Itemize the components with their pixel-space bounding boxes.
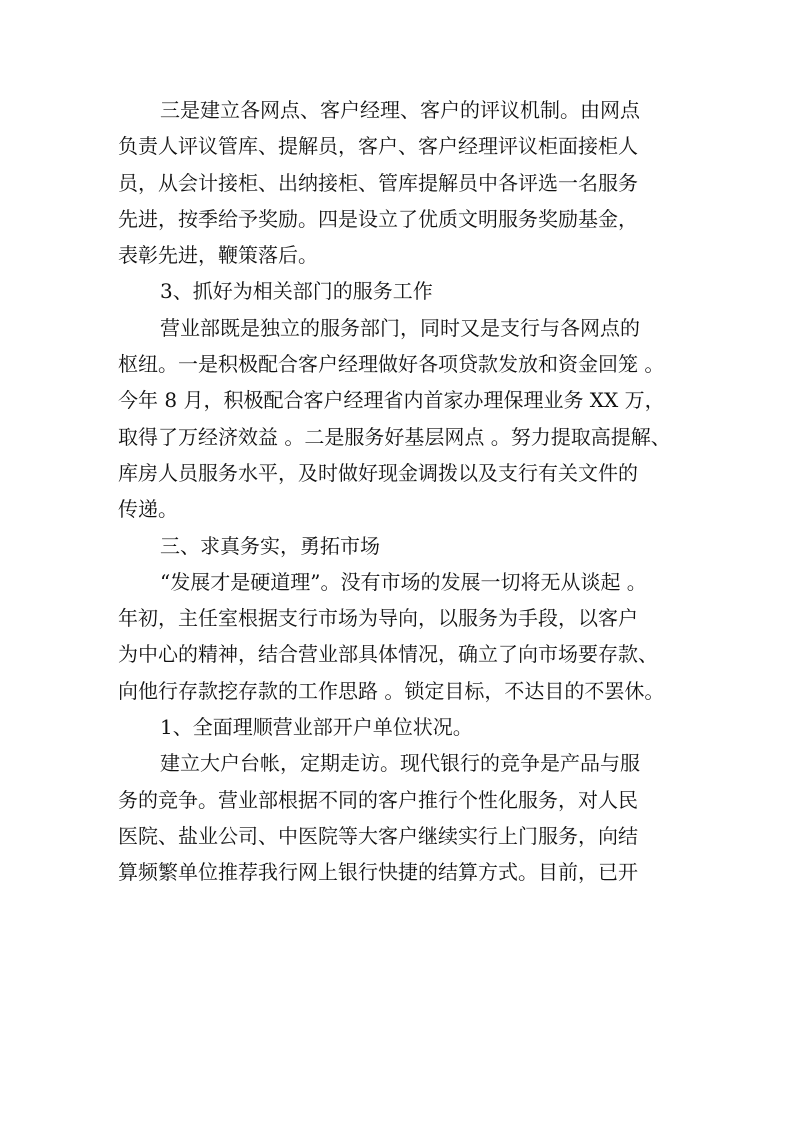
- text-line: 为中心的精神，结合营业部具体情况，确立了向市场要存款、: [118, 642, 658, 667]
- text-line: 传递。: [118, 497, 178, 522]
- text-line: 医院、盐业公司、中医院等大客户继续实行上门服务，向结: [118, 823, 638, 848]
- text-line: 三是建立各网点、客户经理、客户的评议机制。由网点: [160, 98, 640, 122]
- text-line: 算频繁单位推荐我行网上银行快捷的结算方式。目前，已开: [118, 860, 638, 885]
- text-line: “发展才是硬道理”。没有市场的发展一切将无从谈起 。: [160, 569, 647, 594]
- text-line: 务的竞争。营业部根据不同的客户推行个性化服务，对人民: [118, 787, 638, 812]
- section-heading: 三、求真务实，勇拓市场: [160, 533, 380, 558]
- text-line: 取得了万经济效益 。二是服务好基层网点 。努力提取高提解、: [118, 424, 671, 449]
- text-line: 年初，主任室根据支行市场为导向，以服务为手段，以客户: [118, 606, 638, 631]
- section-heading: 1、全面理顺营业部开户单位状况。: [160, 715, 473, 740]
- text-line: 先进，按季给予奖励。四是设立了优质文明服务奖励基金，: [118, 206, 638, 231]
- text-line: 负责人评议管库、提解员，客户、客户经理评议柜面接柜人: [118, 134, 638, 159]
- text-line: 库房人员服务水平，及时做好现金调拨以及支行有关文件的: [118, 460, 638, 485]
- text-line: 向他行存款挖存款的工作思路 。锁定目标，不达目的不罢休。: [118, 678, 665, 703]
- text-line: 今年 8 月，积极配合客户经理省内首家办理保理业务 XX 万，: [118, 388, 665, 413]
- text-line: 员，从会计接柜、出纳接柜、管库提解员中各评选一名服务: [118, 170, 638, 195]
- document-body: [118, 92, 678, 891]
- text-line: 表彰先进，鞭策落后。: [118, 243, 318, 268]
- text-line: 建立大户台帐，定期走访。现代银行的竞争是产品与服: [160, 751, 640, 776]
- section-heading: 3、抓好为相关部门的服务工作: [160, 279, 433, 304]
- text-line: 营业部既是独立的服务部门，同时又是支行与各网点的: [160, 315, 640, 340]
- text-line: 枢纽。一是积极配合客户经理做好各项贷款发放和资金回笼 。: [118, 352, 665, 377]
